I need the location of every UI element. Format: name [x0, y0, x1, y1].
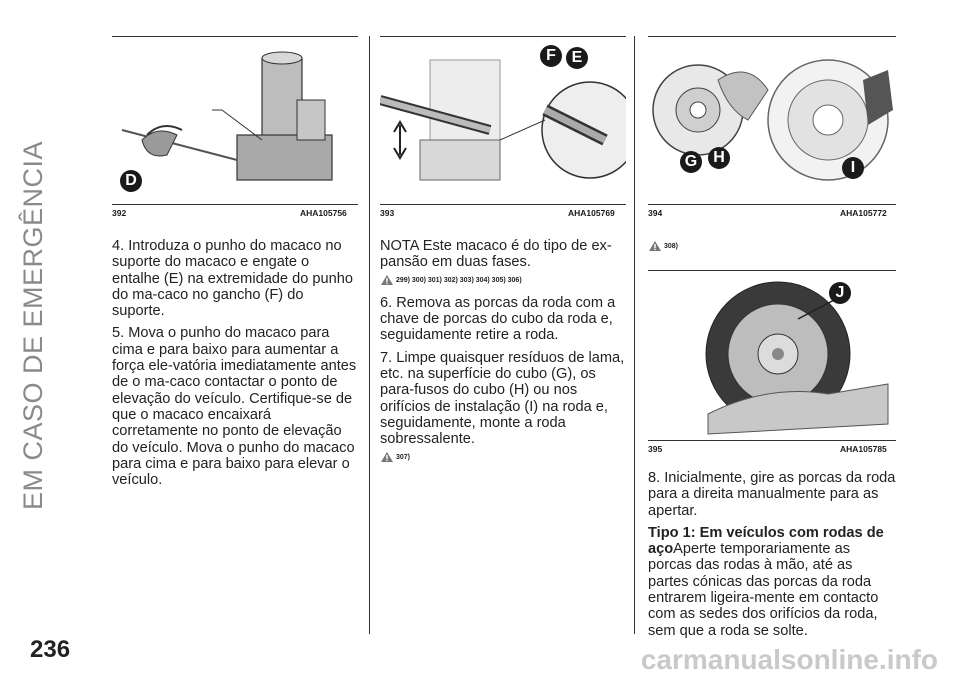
column-2-text	[380, 238, 626, 466]
warning-icon	[380, 274, 394, 286]
refs-text-3: 308)	[663, 242, 678, 250]
tipo-1-text: Aperte temporariamente as porcas das rodas à mão, até as partes cónicas das porcas da roda entrarem ligeira-mente em contacto com as sedes dos orifícios da roda, sem que a roda se solte.	[648, 541, 879, 639]
refs-text-2: 307)	[395, 453, 410, 461]
fig394-top-rule	[648, 36, 896, 37]
fig393-bottom-rule	[380, 204, 626, 205]
refs-text-1: 299) 300) 301) 302) 303) 304) 305) 306)	[395, 276, 522, 284]
fig393-callout-f: F	[540, 45, 562, 67]
paragraph-tipo-1	[648, 525, 896, 639]
paragraph-step-5: 5. Mova o punho do macaco para cima e para baixo para aumentar a força ele-vatória imediatamente antes de o ma-caco contactar o ponto de elevação do veículo. Certifique-se de que o macaco encaixará corretamente no ponto de elevação do veículo. Mova o punho do macaco para cima e para baixo para elevar o veículo.	[112, 325, 357, 489]
fig394-bottom-rule	[648, 204, 896, 205]
refs-line-2	[380, 450, 626, 466]
watermark: carmanualsonline.info	[640, 644, 938, 675]
warning-icon	[380, 451, 394, 463]
note-paragraph: NOTA Este macaco é do tipo de ex-pansão em duas fases.	[380, 238, 612, 271]
fig392-code: AHA105756	[300, 208, 347, 218]
fig395-top-rule	[648, 270, 896, 271]
column-divider-1	[369, 36, 370, 634]
fig392-number: 392	[112, 208, 127, 218]
fig394-callout-h: H	[708, 147, 730, 169]
paragraph-step-6: 6. Remova as porcas da roda com a chave de porcas do cubo da roda e, seguidamente retire a roda.	[380, 294, 616, 344]
fig394-code: AHA105772	[840, 208, 887, 218]
fig393-top-rule	[380, 36, 626, 37]
fig392-top-rule	[112, 36, 358, 37]
column-divider-2	[634, 36, 635, 634]
paragraph-step-4: 4. Introduza o punho do macaco no suporte do macaco e engate o entalhe (E) na extremidade do punho do ma-caco no gancho (F) do suporte.	[112, 238, 353, 320]
section-title: EM CASO DE EMERGÊNCIA	[18, 140, 48, 510]
tipo-1-heading: Tipo 1: Em veículos com rodas de aço	[648, 524, 884, 558]
fig393-jack-handle-illustration	[380, 40, 626, 202]
refs-line-1	[380, 273, 626, 289]
fig394-callout-g: G	[680, 151, 702, 173]
fig395-callout-j: J	[829, 282, 851, 304]
fig392-callout: D	[120, 170, 142, 192]
fig392-jack-illustration	[112, 40, 358, 202]
paragraph-step-8: 8. Inicialmente, gire as porcas da roda para a direita manualmente para as apertar.	[648, 470, 896, 519]
fig395-wheel-mount-illustration	[648, 274, 896, 438]
fig393-number: 393	[380, 208, 395, 218]
column-1-text	[112, 238, 358, 494]
fig393-callout-e: E	[566, 47, 588, 69]
fig395-number: 395	[648, 444, 663, 454]
refs-line-3	[648, 240, 678, 252]
warning-icon	[648, 240, 662, 252]
paragraph-step-7: 7. Limpe quaisquer resíduos de lama, etc. na superfície do cubo (G), os para-fusos do cubo (H) ou nos orifícios de instalação (I) na roda e, seguidamente, monte a roda sobressalente.	[380, 349, 625, 448]
fig394-wheel-hub-illustration	[648, 40, 896, 202]
column-3-text	[648, 470, 896, 645]
fig395-bottom-rule	[648, 440, 896, 441]
fig393-code: AHA105769	[568, 208, 615, 218]
fig394-number: 394	[648, 208, 663, 218]
page-number: 236	[30, 636, 71, 663]
fig392-bottom-rule	[112, 204, 358, 205]
fig394-callout-i: I	[842, 157, 864, 179]
fig395-code: AHA105785	[840, 444, 887, 454]
